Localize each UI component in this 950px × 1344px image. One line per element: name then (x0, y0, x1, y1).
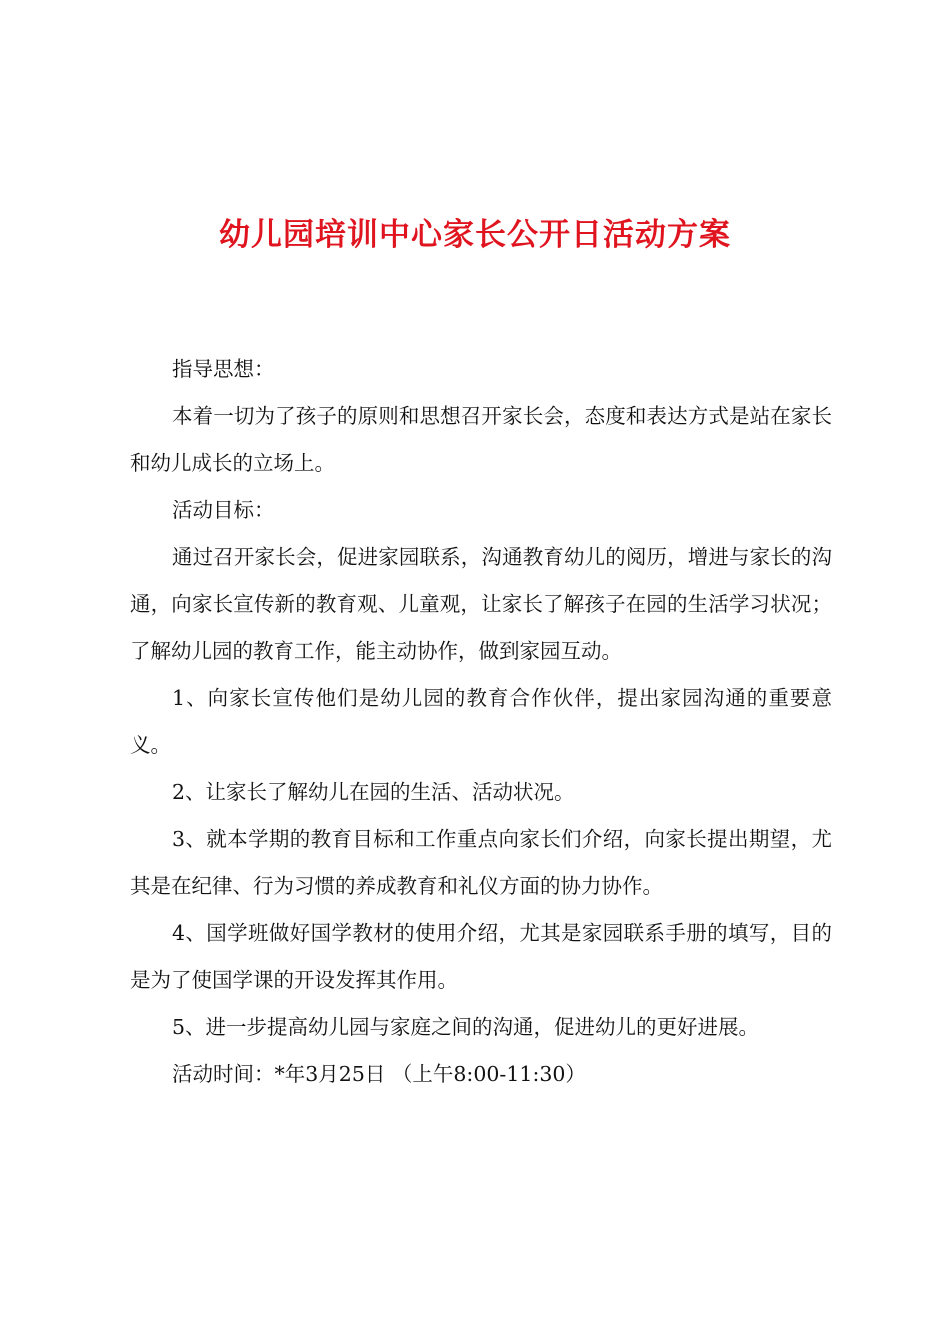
list-item-3: 3、就本学期的教育目标和工作重点向家长们介绍，向家长提出期望，尤其是在纪律、行为习惯的养成教育和礼仪方面的协力协作。 (130, 827, 832, 898)
document-body (130, 346, 832, 1098)
activity-time: 活动时间：*年3月25日 （上午8:00-11:30） (172, 1062, 586, 1086)
paragraph-activity-goals: 通过召开家长会，促进家园联系，沟通教育幼儿的阅历，增进与家长的沟通，向家长宣传新的教育观、儿童观，让家长了解孩子在园的生活学习状况；了解幼儿园的教育工作，能主动协作，做到家园互动。 (130, 545, 832, 663)
heading-guiding-thought: 指导思想： (172, 357, 275, 381)
heading-activity-goals: 活动目标： (172, 498, 275, 522)
list-item-4: 4、国学班做好国学教材的使用介绍，尤其是家园联系手册的填写，目的是为了使国学课的开设发挥其作用。 (130, 921, 832, 992)
list-item-1: 1、向家长宣传他们是幼儿园的教育合作伙伴，提出家园沟通的重要意义。 (130, 686, 832, 757)
list-item-2: 2、让家长了解幼儿在园的生活、活动状况。 (172, 780, 575, 804)
paragraph-guiding-thought: 本着一切为了孩子的原则和思想召开家长会，态度和表达方式是站在家长和幼儿成长的立场上。 (130, 404, 832, 475)
document-title: 幼儿园培训中心家长公开日活动方案 (219, 217, 731, 253)
list-item-5: 5、进一步提高幼儿园与家庭之间的沟通，促进幼儿的更好进展。 (172, 1015, 760, 1039)
